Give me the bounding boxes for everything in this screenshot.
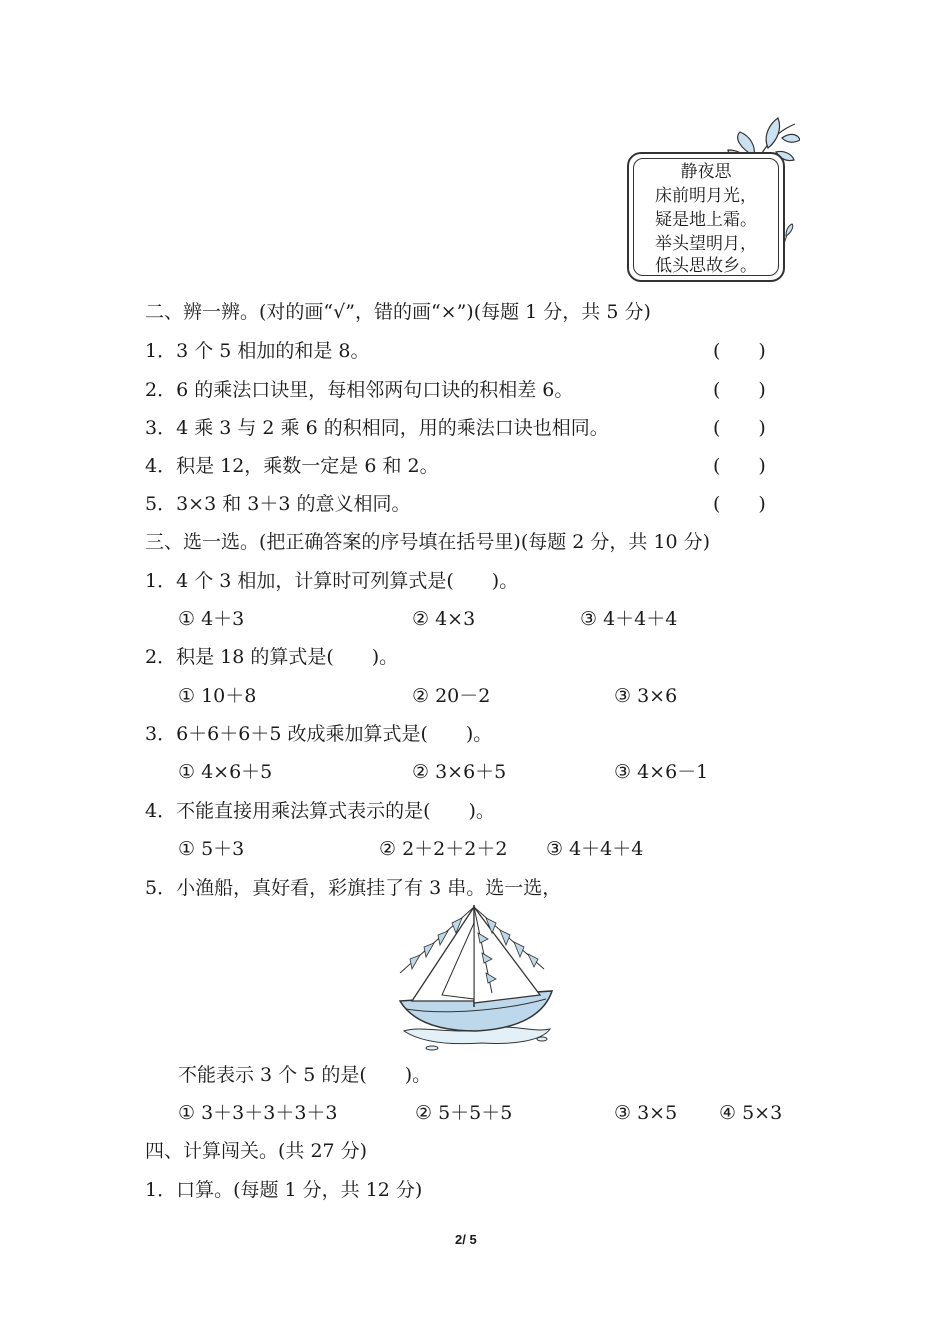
judge-item-1: 1．3 个 5 相加的和是 8。 xyxy=(145,340,370,362)
choice-q3-option-2[interactable]: ② 3×6＋5 xyxy=(412,761,507,783)
choice-q5-option-2[interactable]: ② 5＋5＋5 xyxy=(415,1102,513,1124)
choice-q5-subquestion: 不能表示 3 个 5 的是( )。 xyxy=(178,1064,432,1086)
poem-line-1: 床前明月光， xyxy=(655,186,757,206)
choice-q2: 2．积是 18 的算式是( )。 xyxy=(145,646,399,668)
choice-q1: 1．4 个 3 相加，计算时可列算式是( )。 xyxy=(145,570,519,592)
choice-q2-option-1[interactable]: ① 10＋8 xyxy=(178,685,257,707)
choice-q4-option-1[interactable]: ① 5＋3 xyxy=(178,838,245,860)
choice-q5-option-4[interactable]: ④ 5×3 xyxy=(719,1102,783,1124)
choice-q5: 5．小渔船，真好看，彩旗挂了有 3 串。选一选， xyxy=(145,877,562,899)
choice-q5-option-3[interactable]: ③ 3×5 xyxy=(614,1102,678,1124)
judge-item-3: 3．4 乘 3 与 2 乘 6 的积相同，用的乘法口诀也相同。 xyxy=(145,417,609,439)
choice-q1-option-2[interactable]: ② 4×3 xyxy=(412,608,476,630)
judge-answer-3[interactable]: ( ) xyxy=(713,417,766,439)
judge-answer-5[interactable]: ( ) xyxy=(713,493,766,515)
poem-title: 静夜思 xyxy=(680,162,732,182)
choice-q4-option-3[interactable]: ③ 4＋4＋4 xyxy=(546,838,644,860)
judge-item-5: 5．3×3 和 3＋3 的意义相同。 xyxy=(145,493,411,515)
judge-answer-1[interactable]: ( ) xyxy=(713,340,766,362)
choice-q3: 3．6＋6＋6＋5 改成乘加算式是( )。 xyxy=(145,723,493,745)
section3-heading: 三、选一选。(把正确答案的序号填在括号里)(每题 2 分，共 10 分) xyxy=(145,531,711,553)
judge-item-2: 2．6 的乘法口诀里，每相邻两句口诀的积相差 6。 xyxy=(145,379,574,401)
section4-heading: 四、计算闯关。(共 27 分) xyxy=(145,1140,368,1162)
poem-card xyxy=(627,152,785,282)
choice-q2-option-3[interactable]: ③ 3×6 xyxy=(614,685,678,707)
judge-item-4: 4．积是 12，乘数一定是 6 和 2。 xyxy=(145,455,439,477)
page-number: 2/ 5 xyxy=(455,1232,477,1247)
section4-q1: 1．口算。(每题 1 分，共 12 分) xyxy=(145,1179,423,1201)
choice-q3-option-3[interactable]: ③ 4×6－1 xyxy=(614,761,709,783)
choice-q3-option-1[interactable]: ① 4×6＋5 xyxy=(178,761,273,783)
sailboat-illustration xyxy=(392,903,562,1055)
choice-q5-option-1[interactable]: ① 3＋3＋3＋3＋3 xyxy=(178,1102,338,1124)
choice-q1-option-1[interactable]: ① 4＋3 xyxy=(178,608,245,630)
poem-line-2: 疑是地上霜。 xyxy=(655,210,757,230)
judge-answer-2[interactable]: ( ) xyxy=(713,379,766,401)
choice-q2-option-2[interactable]: ② 20－2 xyxy=(412,685,491,707)
choice-q1-option-3[interactable]: ③ 4＋4＋4 xyxy=(580,608,678,630)
poem-line-4: 低头思故乡。 xyxy=(655,256,757,276)
choice-q4-option-2[interactable]: ② 2＋2＋2＋2 xyxy=(379,838,508,860)
poem-line-3: 举头望明月， xyxy=(655,234,757,254)
section2-heading: 二、辨一辨。(对的画“√”，错的画“×”)(每题 1 分，共 5 分) xyxy=(145,301,651,323)
choice-q4: 4．不能直接用乘法算式表示的是( )。 xyxy=(145,800,495,822)
judge-answer-4[interactable]: ( ) xyxy=(713,455,766,477)
